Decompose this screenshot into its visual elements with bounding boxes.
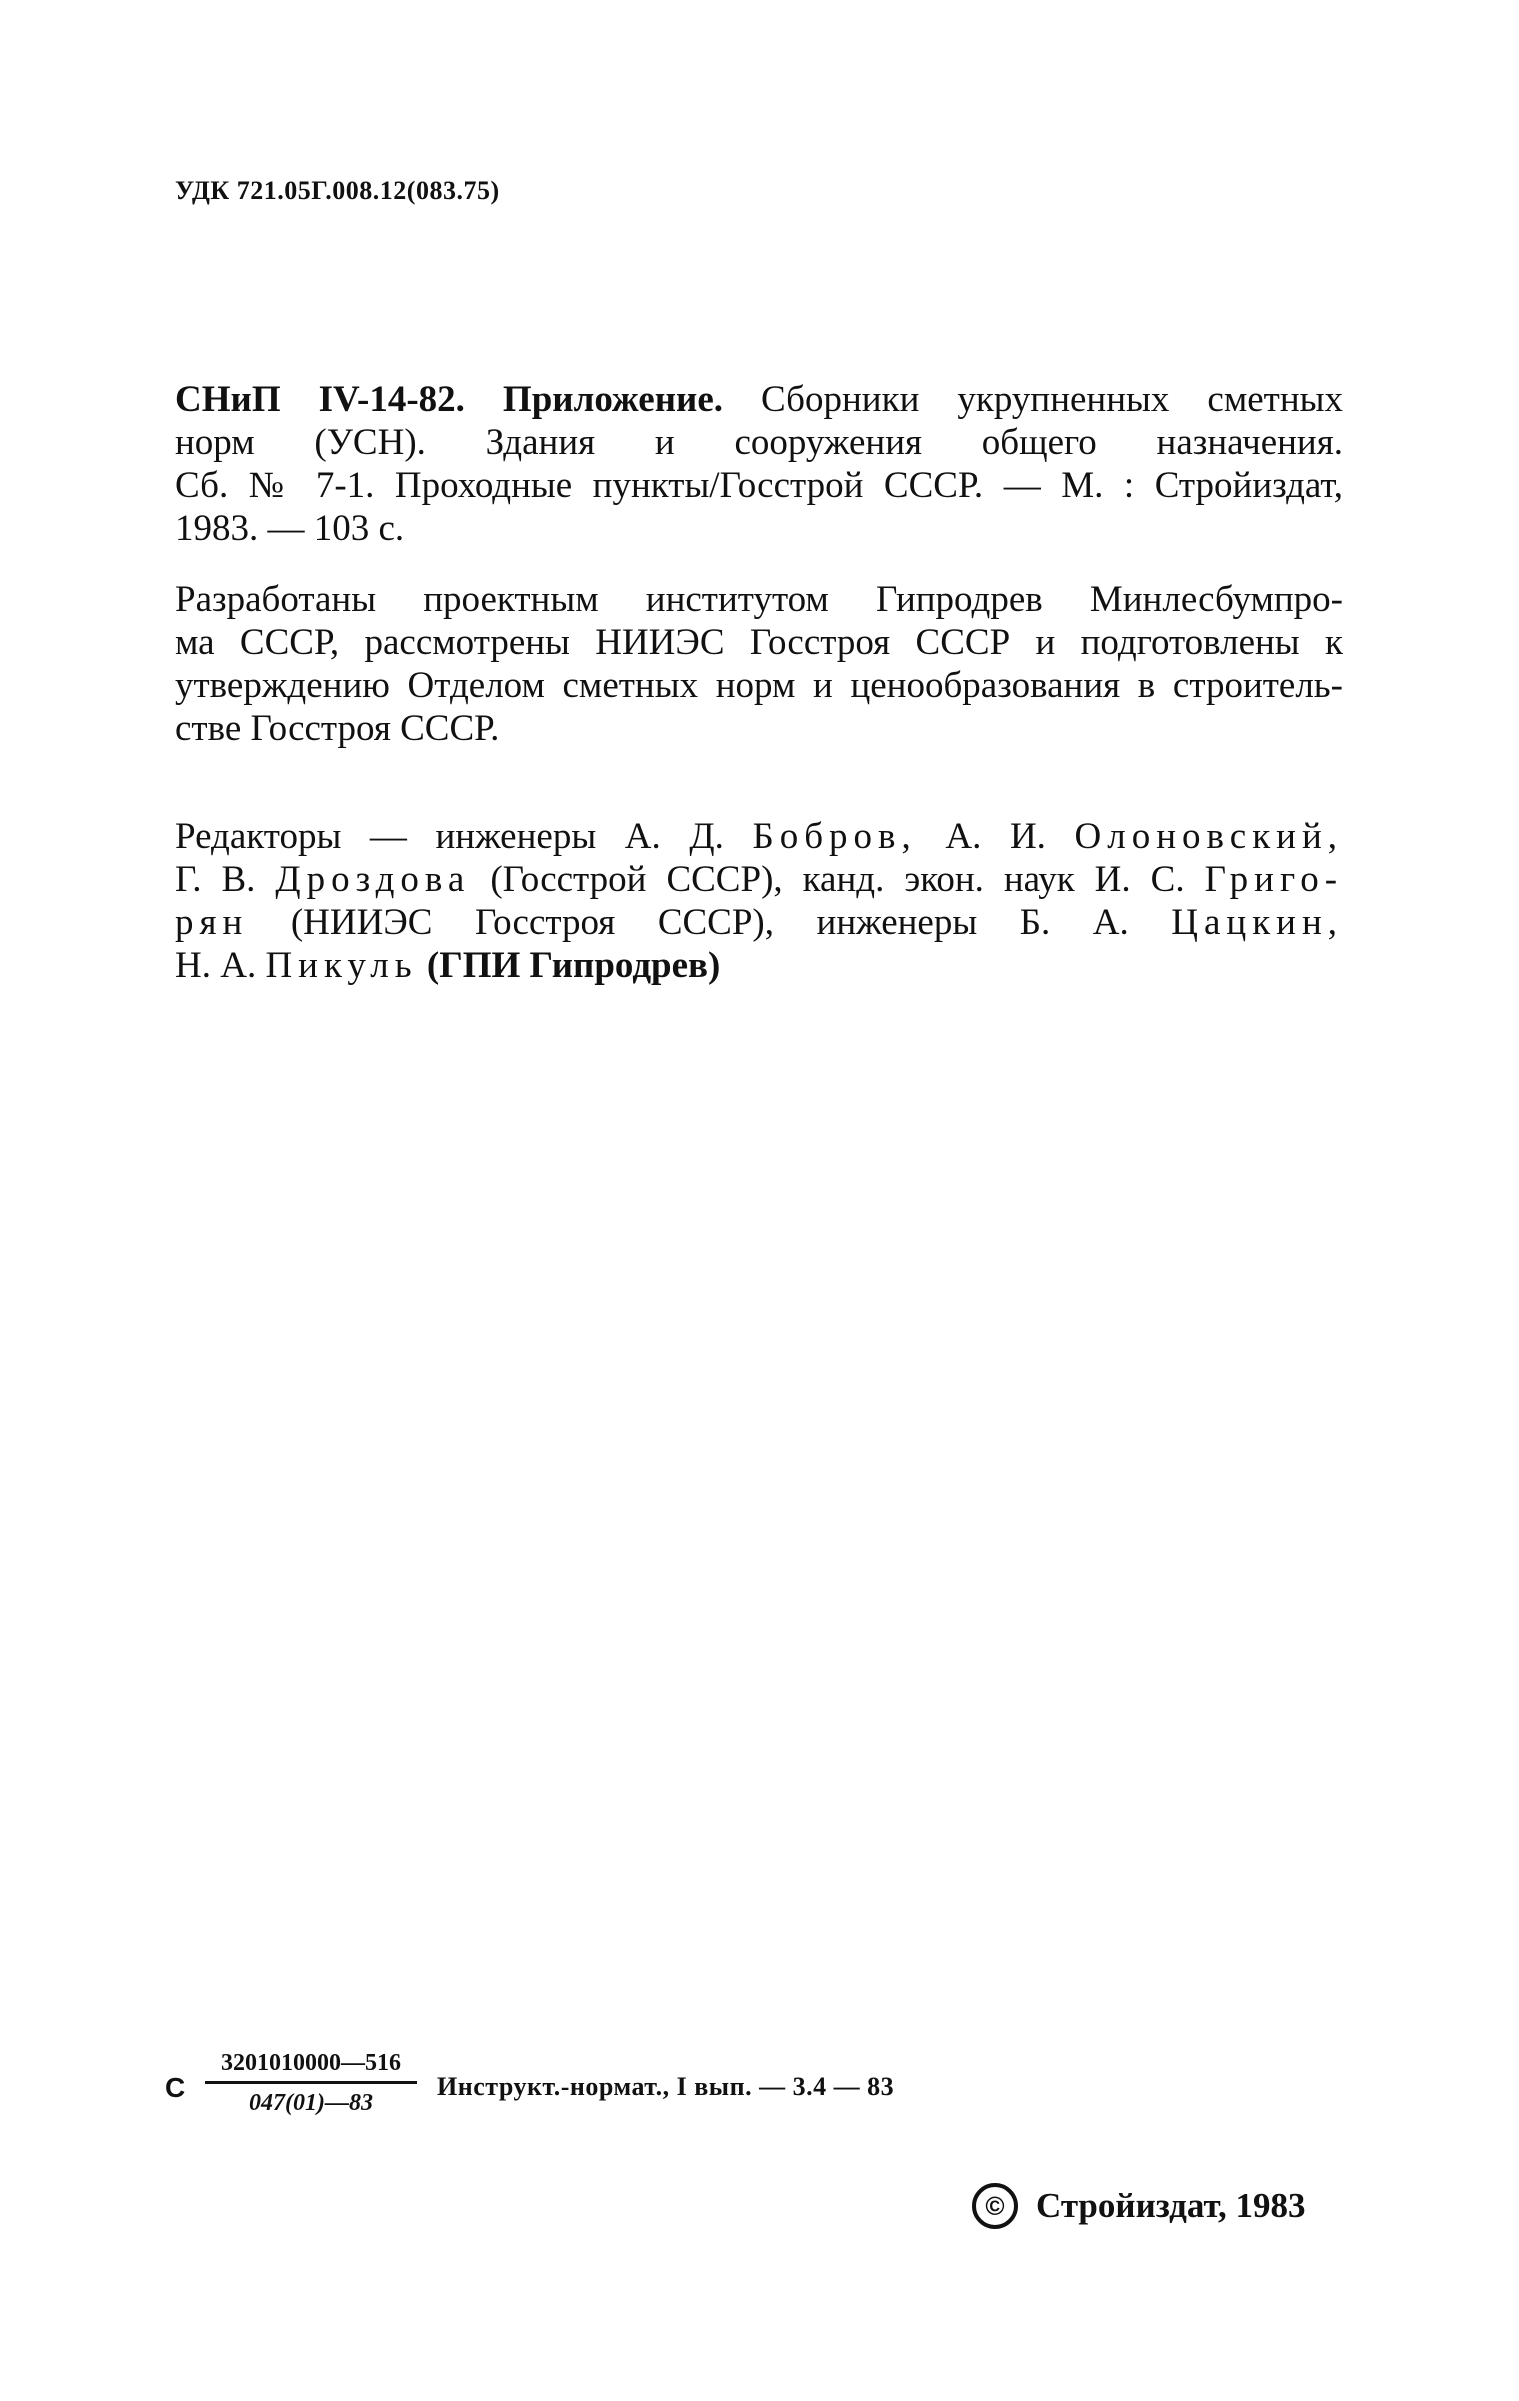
copyright-text: Стройиздат, 1983 — [1036, 2186, 1306, 2225]
bibliography-line-1 — [175, 378, 1343, 421]
developer-paragraph — [175, 578, 1343, 750]
editors-paragraph — [175, 815, 1343, 987]
editor-initials: Г. В. — [175, 859, 256, 900]
editors-label: Редакторы — инженеры — [175, 816, 597, 857]
imprint-numerator: 3201010000—516 — [221, 2050, 401, 2076]
imprint-denominator: 047(01)—83 — [249, 2090, 373, 2116]
editors-line-1 — [175, 815, 1343, 858]
bibliography-title-part: Сборники укрупненных сметных — [761, 379, 1343, 420]
developer-line-2: ма СССР, рассмотрены НИИЭС Госстроя СССР и подготовлены к — [175, 622, 1343, 663]
bibliography-line-3: Сб. № 7-1. Проходные пункты/Госстрой СССР. — М. : Стройиздат, — [175, 465, 1343, 506]
editor-affiliation: (Госстрой СССР), канд. экон. наук И. С. — [490, 859, 1185, 900]
editor-initials: А. И. — [945, 816, 1046, 857]
editor-name: Григо- — [1204, 859, 1344, 900]
developer-line-4: стве Госстроя СССР. — [175, 708, 500, 749]
bibliographic-record — [175, 378, 1343, 550]
document-code: СНиП IV-14-82. Приложение. — [175, 379, 724, 420]
editor-name: Пикуль — [265, 945, 418, 986]
editor-name: Олоновский, — [1074, 816, 1344, 857]
bibliography-line-2: норм (УСН). Здания и сооружения общего назначения. — [175, 422, 1343, 463]
copyright-icon: © — [972, 2183, 1018, 2229]
editor-affiliation: (НИИЭС Госстроя СССР), инженеры Б. А. — [290, 902, 1129, 943]
editor-name: Дроздова — [275, 859, 471, 900]
copyright-notice — [972, 2186, 1306, 2229]
editor-name: рян — [175, 902, 249, 943]
bibliography-line-4: 1983. — 103 с. — [175, 508, 405, 549]
editors-line-4 — [175, 944, 1343, 987]
developer-line-3: утверждению Отделом сметных норм и ценообразования в строитель- — [175, 665, 1343, 706]
imprint-text: Инструкт.-нормат., I вып. — 3.4 — 83 — [437, 2072, 895, 2101]
editors-line-2 — [175, 858, 1343, 901]
editor-name: Бобров, — [752, 816, 917, 857]
editor-name: Цацкин, — [1171, 902, 1344, 943]
imprint-index-fraction — [205, 2050, 417, 2117]
udk-code: УДК 721.05Г.008.12(083.75) — [175, 176, 500, 205]
editor-initials: А. Д. — [624, 816, 724, 857]
developer-line-1: Разработаны проектным институтом Гипродрев Минлесбумпро- — [175, 579, 1343, 620]
editors-line-3 — [175, 901, 1343, 944]
editor-initials: Н. А. — [175, 945, 257, 986]
imprint-letter: С — [165, 2072, 186, 2103]
editor-affiliation: (ГПИ Гипродрев) — [426, 945, 721, 986]
